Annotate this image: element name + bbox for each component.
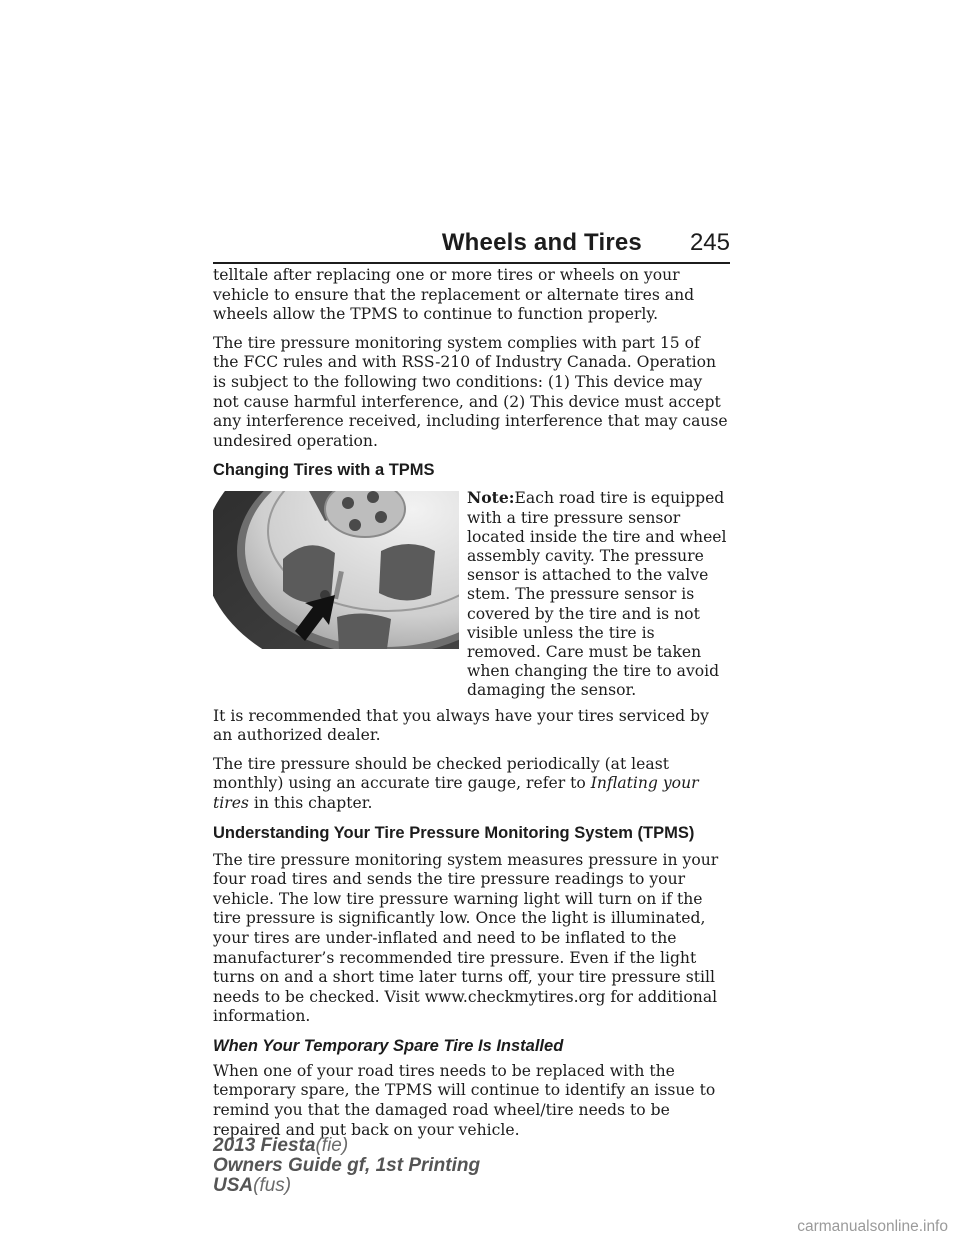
check-pressure-text: The tire pressure should be checked periodically (at least monthly) using an accurate tire gauge, refer to [213, 754, 669, 793]
paragraph-check-pressure [213, 755, 730, 814]
page-number: 245 [689, 229, 730, 256]
wheel-illustration [213, 491, 459, 649]
section-title: Wheels and Tires [441, 229, 642, 256]
page-body [213, 266, 730, 1149]
check-pressure-text-end: in this chapter. [248, 793, 373, 812]
hub-icon [325, 491, 405, 537]
paragraph-telltale: telltale after replacing one or more tires or wheels on your vehicle to ensure that the replacement or alternate tires and wheels allow the TPMS to continue to function properly. [213, 266, 695, 324]
tire-sensor-illustration [213, 491, 459, 649]
paragraph-tpms-description: The tire pressure monitoring system measures pressure in your four road tires and sends the tire pressure readings to your vehicle. The low tire pressure warning light will turn on if the tire pressure is significantly low. Once the light is illuminated, your tires are under-inflated and need to be inflated to the manufacturer’s recommended tire pressure. Even if the light turns on and a short time later turns off, your tire pressure still needs to be checked. Visit www.checkmytires.org for additional information. [213, 850, 719, 1026]
note-label: Note: [467, 488, 515, 508]
paragraph-dealer: It is recommended that you always have your tires serviced by an authorized dealer. [213, 706, 709, 745]
note-sensor [467, 488, 730, 700]
paragraph-fcc: The tire pressure monitoring system complies with part 15 of the FCC rules and with RSS-210 of Industry Canada. Operation is subject to the following two conditions: (1) This device may not cause harmful interference, and (2) This device must accept any interference received, including interference that may cause undesired operation. [213, 333, 728, 450]
footer-model: 2013 Fiesta [213, 1135, 316, 1156]
heading-temporary-spare: When Your Temporary Spare Tire Is Installed [213, 1036, 564, 1055]
heading-changing-tires: Changing Tires with a TPMS [213, 461, 435, 480]
footer-guide: Owners Guide gf, 1st Printing [213, 1155, 481, 1176]
footer-market-line [213, 1176, 480, 1196]
watermark: carmanualsonline.info [797, 1218, 948, 1235]
footer-model-line [213, 1136, 480, 1156]
note-text: Each road tire is equipped with a tire pressure sensor located inside the tire and wheel assembly cavity. The pressure sensor is attached to the valve stem. The pressure sensor is covered by the tire and is not visible unless the tire is removed. Care must be taken when changing the tire to avoid damaging the sensor. [467, 489, 727, 700]
heading-understanding-tpms: Understanding Your Tire Pressure Monitoring System (TPMS) [213, 823, 695, 842]
inflating-tires-reference: Inflating your tires [213, 774, 699, 812]
footer-market-code: (fus) [253, 1175, 292, 1196]
footer-market: USA [213, 1175, 254, 1196]
paragraph-temporary-spare: When one of your road tires needs to be replaced with the temporary spare, the TPMS will continue to identify an issue to remind you that the damaged road wheel/tire needs to be repaired and put back on your vehicle. [213, 1061, 716, 1139]
header-rule [213, 262, 730, 264]
page-footer [213, 1136, 480, 1196]
figure-row [213, 488, 730, 700]
footer-model-code: (fie) [315, 1135, 349, 1156]
page-header [213, 229, 730, 263]
